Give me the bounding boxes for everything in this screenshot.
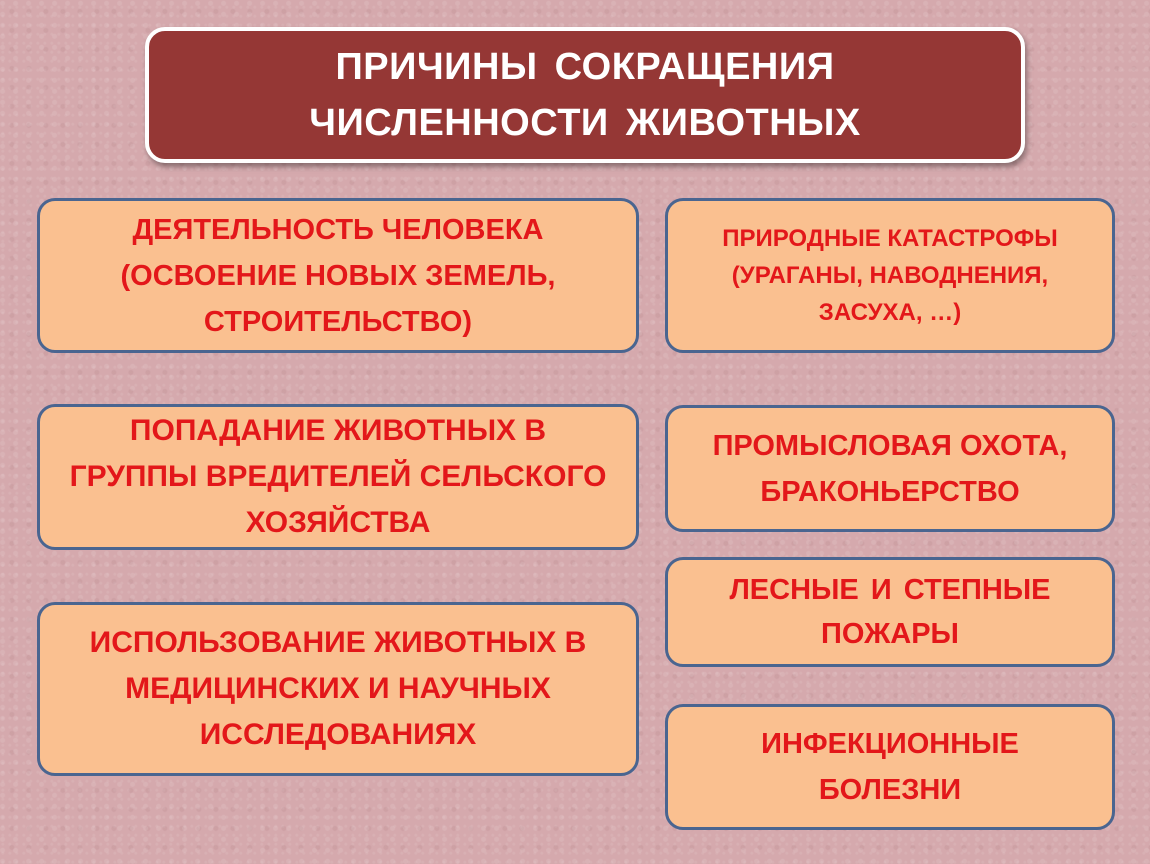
- cause-agricultural-pests: [37, 404, 639, 550]
- cause-human-activity: [37, 198, 639, 353]
- cause-line: ИССЛЕДОВАНИЯХ: [199, 718, 477, 751]
- cause-line: ЗАСУХА, …): [818, 299, 962, 326]
- cause-research-use: [37, 602, 639, 776]
- diagram-title: [145, 27, 1025, 163]
- cause-hunting-poaching: [665, 405, 1115, 532]
- cause-line: ГРУППЫ ВРЕДИТЕЛЕЙ СЕЛЬСКОГО: [69, 460, 607, 493]
- cause-line: (УРАГАНЫ, НАВОДНЕНИЯ,: [731, 262, 1049, 289]
- cause-line: ПОЖАРЫ: [821, 618, 959, 650]
- cause-line: БРАКОНЬЕРСТВО: [760, 475, 1020, 508]
- cause-line: (ОСВОЕНИЕ НОВЫХ ЗЕМЕЛЬ,: [120, 259, 556, 292]
- cause-line: СТРОИТЕЛЬСТВО): [203, 305, 473, 338]
- cause-line: БОЛЕЗНИ: [818, 774, 962, 806]
- cause-infectious-diseases: [665, 704, 1115, 830]
- cause-natural-disasters: [665, 198, 1115, 353]
- cause-line: ПРИРОДНЫЕ КАТАСТРОФЫ: [722, 225, 1058, 252]
- cause-line: ИНФЕКЦИОННЫЕ: [761, 728, 1019, 760]
- title-line-1: ПРИЧИНЫ СОКРАЩЕНИЯ: [335, 46, 835, 88]
- cause-line: МЕДИЦИНСКИХ И НАУЧНЫХ: [125, 672, 551, 705]
- cause-line: ПОПАДАНИЕ ЖИВОТНЫХ В: [129, 414, 547, 447]
- cause-line: ПРОМЫСЛОВАЯ ОХОТА,: [712, 429, 1068, 462]
- cause-line: ИСПОЛЬЗОВАНИЕ ЖИВОТНЫХ В: [89, 626, 587, 659]
- title-line-2: ЧИСЛЕННОСТИ ЖИВОТНЫХ: [309, 102, 861, 144]
- cause-wildfires: [665, 557, 1115, 667]
- cause-line: ХОЗЯЙСТВА: [245, 506, 431, 539]
- cause-line: ЛЕСНЫЕ И СТЕПНЫЕ: [729, 574, 1051, 606]
- cause-line: ДЕЯТЕЛЬНОСТЬ ЧЕЛОВЕКА: [132, 213, 544, 246]
